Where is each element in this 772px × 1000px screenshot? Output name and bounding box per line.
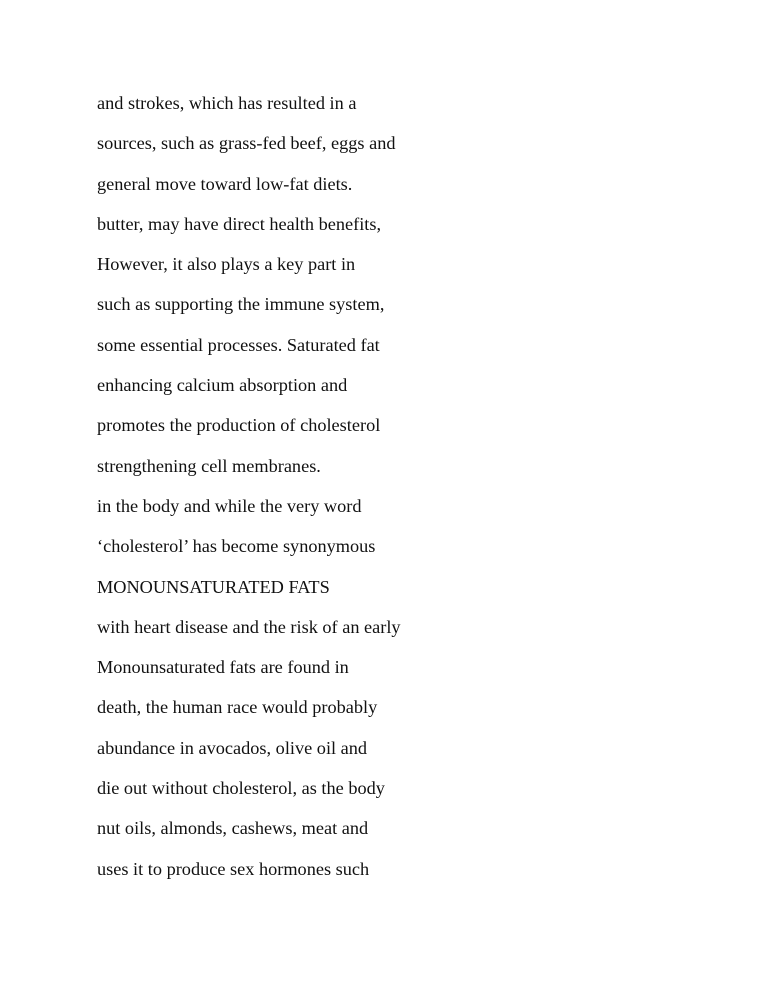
text-line: abundance in avocados, olive oil and xyxy=(97,737,368,758)
text-line: in the body and while the very word xyxy=(97,495,362,516)
text-line: strengthening cell membranes. xyxy=(97,455,321,476)
text-line: general move toward low-fat diets. xyxy=(97,173,353,194)
text-line: uses it to produce sex hormones such xyxy=(97,858,370,879)
text-line: sources, such as grass-fed beef, eggs and xyxy=(97,133,396,154)
text-line: such as supporting the immune system, xyxy=(97,294,385,315)
text-line: and strokes, which has resulted in a xyxy=(97,93,357,113)
text-line: butter, may have direct health benefits, xyxy=(97,213,382,234)
text-line: death, the human race would probably xyxy=(97,697,378,718)
text-line: with heart disease and the risk of an early xyxy=(97,616,401,637)
text-line: some essential processes. Saturated fat xyxy=(97,334,380,355)
text-line: enhancing calcium absorption and xyxy=(97,375,348,396)
text-line: nut oils, almonds, cashews, meat and xyxy=(97,818,369,839)
text-line: ‘cholesterol’ has become synonymous xyxy=(97,536,376,557)
text-line: die out without cholesterol, as the body xyxy=(97,778,385,799)
body-text xyxy=(97,89,737,895)
text-line: Monounsaturated fats are found in xyxy=(97,657,349,678)
text-line: promotes the production of cholesterol xyxy=(97,415,381,436)
text-line: However, it also plays a key part in xyxy=(97,254,356,275)
section-heading: MONOUNSATURATED FATS xyxy=(97,576,330,597)
